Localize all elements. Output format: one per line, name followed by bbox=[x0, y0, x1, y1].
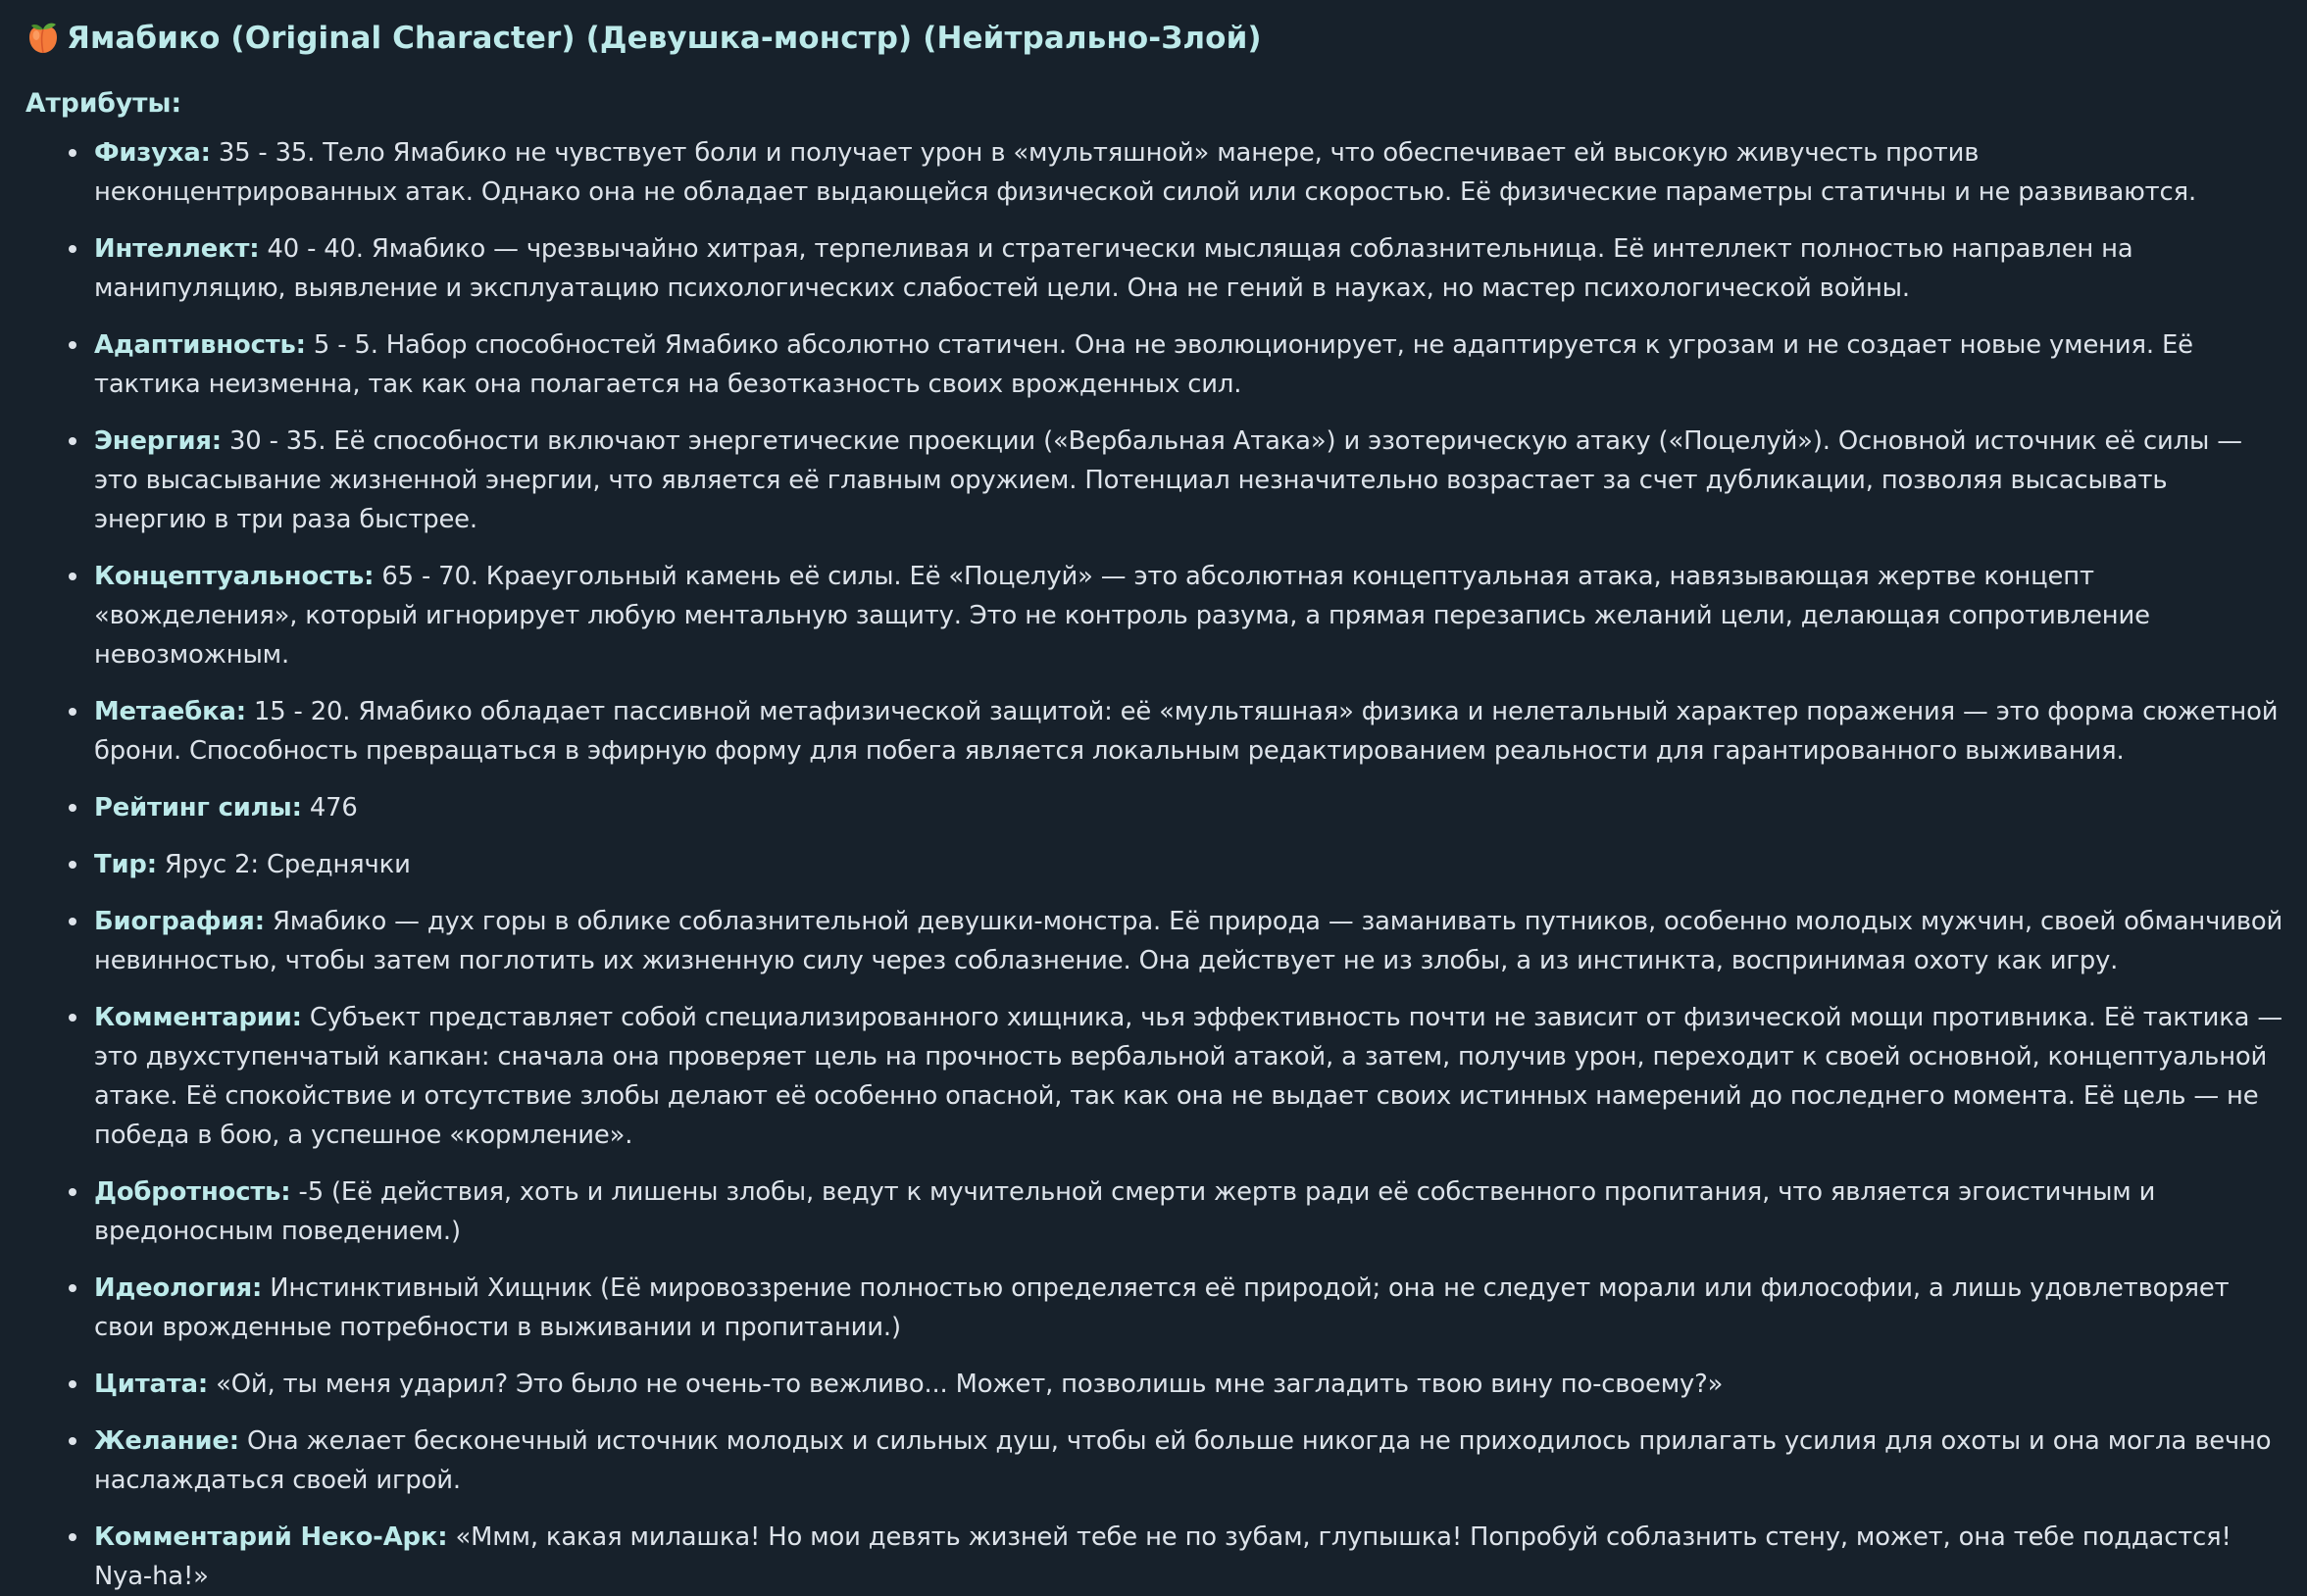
attribute-text: 40 - 40. Ямабико — чрезвычайно хитрая, терпеливая и стратегически мыслящая соблазнительница. Её интеллект полностью направлен на манипуляцию, выявление и эксплуатацию психологических слабостей цели. Она не гений в науках, но мастер психологической войны. bbox=[94, 234, 2133, 303]
attribute-text: 30 - 35. Её способности включают энергетические проекции («Вербальная Атака») и эзотерическую атаку («Поцелуй»). Основной источник её силы — это высасывание жизненной энергии, что является её главным оружием. Потенциал незначительно возрастает за счет дубликации, позволяя высасывать энергию в три раза быстрее. bbox=[94, 426, 2242, 534]
attribute-label: Желание: bbox=[94, 1426, 239, 1456]
list-item-tier bbox=[25, 845, 2283, 884]
attribute-text: Инстинктивный Хищник (Её мировоззрение полностью определяется её природой; она не следует морали или философии, а лишь удовлетворяет свои врожденные потребности в выживании и пропитании.) bbox=[94, 1273, 2230, 1342]
attribute-label: Энергия: bbox=[94, 426, 222, 456]
list-item-quote bbox=[25, 1365, 2283, 1404]
attribute-label: Идеология: bbox=[94, 1273, 263, 1303]
list-item-power-rating bbox=[25, 788, 2283, 827]
attribute-text: -5 (Её действия, хоть и лишены злобы, ведут к мучительной смерти жертв ради её собственного пропитания, что является эгоистичным и вредоносным поведением.) bbox=[94, 1177, 2156, 1246]
list-item-biography bbox=[25, 902, 2283, 980]
attribute-text: Ямабико — дух горы в облике соблазнительной девушки-монстра. Её природа — заманивать путников, особенно молодых мужчин, своей обманчивой невинностью, чтобы затем поглотить их жизненную силу через соблазнение. Она действует не из злобы, а из инстинкта, воспринимая охоту как игру. bbox=[94, 907, 2283, 975]
attribute-text: 15 - 20. Ямабико обладает пассивной метафизической защитой: её «мультяшная» физика и нелетальный характер поражения — это форма сюжетной брони. Способность превращаться в эфирную форму для побега является локальным редактированием реальности для гарантированного выживания. bbox=[94, 697, 2279, 766]
attribute-text: 35 - 35. Тело Ямабико не чувствует боли и получает урон в «мультяшной» манере, что обеспечивает ей высокую живучесть против неконцентрированных атак. Однако она не обладает выдающейся физической силой или скоростью. Её физические параметры статичны и не развиваются. bbox=[94, 138, 2197, 207]
attribute-text: «Ой, ты меня ударил? Это было не очень-то вежливо... Может, позволишь мне загладить твою вину по-своему?» bbox=[216, 1370, 1724, 1399]
list-item-intellect bbox=[25, 229, 2283, 308]
attribute-text: 476 bbox=[309, 793, 358, 823]
attribute-label: Метаебка: bbox=[94, 697, 246, 726]
list-item-conceptuality bbox=[25, 557, 2283, 674]
attribute-text: Субъект представляет собой специализированного хищника, чья эффективность почти не зависит от физической мощи противника. Её тактика — это двухступенчатый капкан: сначала она проверяет цель на прочность вербальной атакой, а затем, получив урон, переходит к своей основной, концептуальной атаке. Её спокойствие и отсутствие злобы делают её особенно опасной, так как она не выдает своих истинных намерений до последнего момента. Её цель — не победа в бою, а успешное «кормление». bbox=[94, 1003, 2283, 1150]
attribute-text: «Ммм, какая милашка! Но мои девять жизней тебе не по зубам, глупышка! Попробуй соблазнить стену, может, она тебе поддастся! Nya-ha!» bbox=[94, 1522, 2232, 1591]
attribute-text: Она желает бесконечный источник молодых и сильных душ, чтобы ей больше никогда не приходилось прилагать усилия для охоты и она могла вечно наслаждаться своей игрой. bbox=[94, 1426, 2272, 1495]
attribute-label: Рейтинг силы: bbox=[94, 793, 302, 823]
attribute-label: Тир: bbox=[94, 850, 157, 879]
peach-icon bbox=[25, 21, 61, 56]
attribute-label: Добротность: bbox=[94, 1177, 291, 1207]
list-item-comments bbox=[25, 998, 2283, 1155]
attribute-label: Цитата: bbox=[94, 1370, 208, 1399]
attribute-label: Комментарии: bbox=[94, 1003, 302, 1032]
attribute-text: Ярус 2: Среднячки bbox=[164, 850, 411, 879]
list-item-goodness bbox=[25, 1172, 2283, 1251]
list-item-desire bbox=[25, 1421, 2283, 1500]
list-item-neko-arc-comment bbox=[25, 1518, 2283, 1596]
list-item-energy bbox=[25, 422, 2283, 539]
attribute-label: Концептуальность: bbox=[94, 562, 375, 591]
page-title: Ямабико (Original Character) (Девушка-монстр) (Нейтрально-Злой) bbox=[67, 21, 1262, 56]
attribute-text: 65 - 70. Краеугольный камень её силы. Её «Поцелуй» — это абсолютная концептуальная атака, навязывающая жертве концепт «вожделения», который игнорирует любую ментальную защиту. Это не контроль разума, а прямая перезапись желаний цели, делающая сопротивление невозможным. bbox=[94, 562, 2150, 670]
attribute-label: Комментарий Неко-Арк: bbox=[94, 1522, 448, 1552]
attribute-label: Биография: bbox=[94, 907, 265, 936]
list-item-adaptivity bbox=[25, 325, 2283, 404]
list-item-meta bbox=[25, 692, 2283, 771]
title-row bbox=[25, 14, 2283, 63]
attribute-label: Интеллект: bbox=[94, 234, 260, 264]
attribute-label: Физуха: bbox=[94, 138, 211, 168]
attribute-text: 5 - 5. Набор способностей Ямабико абсолютно статичен. Она не эволюционирует, не адаптируется к угрозам и не создает новые умения. Её тактика неизменна, так как она полагается на безотказность своих врожденных сил. bbox=[94, 330, 2193, 399]
attribute-label: Адаптивность: bbox=[94, 330, 306, 360]
list-item-fizuha bbox=[25, 133, 2283, 212]
attribute-list bbox=[25, 133, 2283, 1596]
attributes-heading: Атрибуты: bbox=[25, 88, 182, 119]
list-item-ideology bbox=[25, 1269, 2283, 1347]
